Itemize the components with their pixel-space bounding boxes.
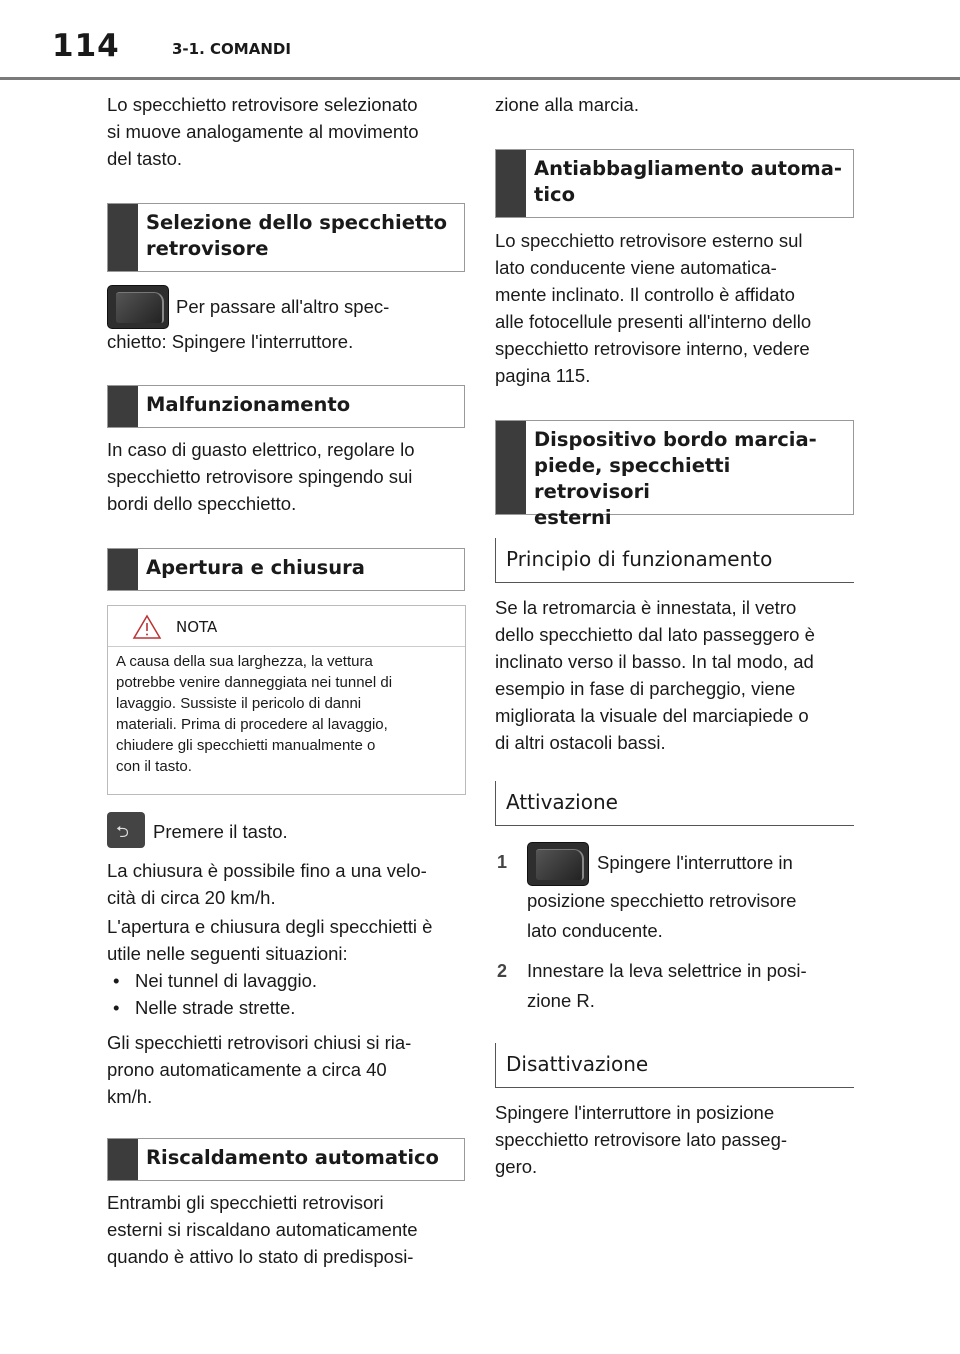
note-title: NOTA xyxy=(176,618,218,636)
utile-paragraph xyxy=(107,913,467,1021)
heading-text xyxy=(138,204,455,271)
text-line: specchietto retrovisore spingendo sui xyxy=(107,466,413,487)
note-header xyxy=(108,606,465,647)
text-line: cità di circa 20 km/h. xyxy=(107,887,276,908)
subheading-text: Attivazione xyxy=(506,790,618,814)
text-line: mente inclinato. Il controllo è affidato xyxy=(495,284,795,305)
heading-text: Apertura e chiusura xyxy=(146,556,365,579)
text-line: specchietto retrovisore lato passeg- xyxy=(495,1129,788,1150)
text-line: dello specchietto dal lato passeggero è xyxy=(495,624,815,645)
antiab-paragraph xyxy=(495,227,855,389)
text-line: potrebbe venire danneggiata nei tunnel di xyxy=(116,674,393,691)
heading-bar xyxy=(108,386,138,427)
selezione-text: Per passare all'altro spec- xyxy=(176,296,390,317)
text-line: bordi dello specchietto. xyxy=(107,493,297,514)
text-line: La chiusura è possibile fino a una velo- xyxy=(107,860,427,881)
subheading-attivazione xyxy=(495,781,854,826)
text-line: Entrambi gli specchietti retrovisori xyxy=(107,1192,384,1213)
heading-bar xyxy=(108,204,138,271)
note-text xyxy=(108,647,465,785)
text-line: Lo specchietto retrovisore esterno sul xyxy=(495,230,803,251)
heading-line: tico xyxy=(534,183,575,206)
page-number: 114 xyxy=(52,28,120,64)
warning-icon xyxy=(132,614,162,640)
heading-bar xyxy=(496,150,526,217)
heading-text xyxy=(526,421,853,529)
heading-line: Dispositivo bordo marcia- xyxy=(534,428,817,451)
step2-line1: Innestare la leva selettrice in posi- xyxy=(527,960,807,981)
heading-line: Antiabbagliamento automa- xyxy=(534,157,842,180)
text-line: esempio in fase di parcheggio, viene xyxy=(495,678,796,699)
text-line: L'apertura e chiusura degli specchietti è xyxy=(107,916,433,937)
step1-line3: lato conducente. xyxy=(527,920,663,941)
text-line: prono automaticamente a circa 40 xyxy=(107,1059,387,1080)
text-line: Se la retromarcia è innestata, il vetro xyxy=(495,597,797,618)
subheading-text: Disattivazione xyxy=(506,1052,649,1076)
chiusura-paragraph xyxy=(107,857,467,911)
heading-line: esterni xyxy=(534,506,612,529)
heading-bar xyxy=(108,1139,138,1180)
heading-riscaldamento xyxy=(107,1138,465,1181)
section-title: 3-1. COMANDI xyxy=(172,40,291,58)
text-line: si muove analogamente al movimento xyxy=(107,121,419,142)
step-number: 2 xyxy=(497,961,508,981)
disatt-paragraph xyxy=(495,1099,855,1180)
text-line: specchietto retrovisore interno, vedere xyxy=(495,338,810,359)
premere-text: Premere il tasto. xyxy=(153,821,288,842)
step2-line2: zione R. xyxy=(527,990,595,1011)
step1-line2: posizione specchietto retrovisore xyxy=(527,890,797,911)
mirror-switch-icon xyxy=(107,285,169,329)
subheading-disattivazione xyxy=(495,1043,854,1088)
intro-paragraph xyxy=(107,91,467,172)
bullet-text: Nelle strade strette. xyxy=(135,997,296,1018)
heading-text xyxy=(526,150,850,217)
text-line: Spingere l'interruttore in posizione xyxy=(495,1102,775,1123)
text-line: Lo specchietto retrovisore selezionato xyxy=(107,94,418,115)
bullet-item: • Nei tunnel di lavaggio. xyxy=(113,970,318,991)
text-line: pagina 115. xyxy=(495,365,591,386)
selezione-text-2: chietto: Spingere l'interruttore. xyxy=(107,331,354,352)
step1-line1: Spingere l'interruttore in xyxy=(597,852,793,873)
heading-apertura xyxy=(107,548,465,591)
text-line: del tasto. xyxy=(107,148,183,169)
page-header xyxy=(0,0,960,80)
step-number: 1 xyxy=(497,852,508,872)
text-line: utile nelle seguenti situazioni: xyxy=(107,943,348,964)
continued-text: zione alla marcia. xyxy=(495,94,639,115)
text-line: materiali. Prima di procedere al lavaggio, xyxy=(116,716,388,733)
heading-bar xyxy=(108,549,138,590)
header-rule xyxy=(0,77,960,80)
bullet-text: Nei tunnel di lavaggio. xyxy=(135,970,318,991)
text-line: lato conducente viene automatica- xyxy=(495,257,777,278)
principio-paragraph xyxy=(495,594,855,756)
heading-selezione xyxy=(107,203,465,272)
riaprono-paragraph xyxy=(107,1029,467,1110)
heading-text: Malfunzionamento xyxy=(146,393,351,416)
subheading-text: Principio di funzionamento xyxy=(506,547,773,571)
heading-text: Riscaldamento automatico xyxy=(146,1146,439,1169)
heading-antiabbagliamento xyxy=(495,149,854,218)
heading-line: piede, specchietti retrovisori xyxy=(534,454,731,503)
heading-bar xyxy=(496,421,526,514)
text-line: alle fotocellule presenti all'interno dello xyxy=(495,311,812,332)
subheading-principio xyxy=(495,538,854,583)
text-line: lavaggio. Sussiste il pericolo di danni xyxy=(116,695,362,712)
heading-line: retrovisore xyxy=(146,237,269,260)
text-line: esterni si riscaldano automaticamente xyxy=(107,1219,418,1240)
text-line: con il tasto. xyxy=(116,758,192,775)
heading-dispositivo xyxy=(495,420,854,529)
bullet-item: • Nelle strade strette. xyxy=(113,997,296,1018)
note-box xyxy=(107,605,466,795)
heading-line: Selezione dello specchietto xyxy=(146,211,447,234)
text-line: Gli specchietti retrovisori chiusi si ria- xyxy=(107,1032,412,1053)
text-line: km/h. xyxy=(107,1086,153,1107)
risc-paragraph xyxy=(107,1189,467,1270)
text-line: In caso di guasto elettrico, regolare lo xyxy=(107,439,415,460)
text-line: migliorata la visuale del marciapiede o xyxy=(495,705,809,726)
text-line: quando è attivo lo stato di predisposi- xyxy=(107,1246,414,1267)
malf-paragraph xyxy=(107,436,467,517)
text-line: gero. xyxy=(495,1156,538,1177)
mirror-switch-icon xyxy=(527,842,589,886)
fold-button-icon: ⮌ xyxy=(107,812,145,848)
text-line: chiudere gli specchietti manualmente o xyxy=(116,737,376,754)
text-line: inclinato verso il basso. In tal modo, ad xyxy=(495,651,814,672)
text-line: A causa della sua larghezza, la vettura xyxy=(116,653,373,670)
heading-malfunzionamento xyxy=(107,385,465,428)
text-line: di altri ostacoli bassi. xyxy=(495,732,666,753)
